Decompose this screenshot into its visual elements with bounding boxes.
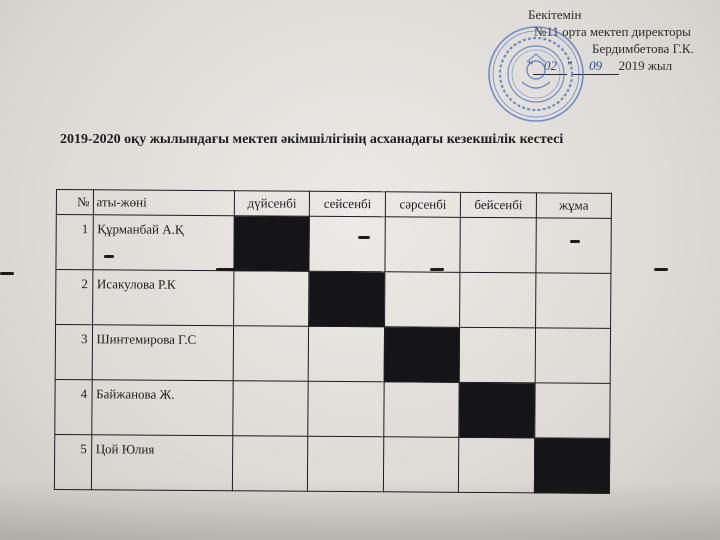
- row-name: Шинтемирова Г.С: [92, 325, 234, 381]
- pen-mark: [104, 255, 114, 258]
- date-quote-close: ": [567, 58, 573, 73]
- table-row: [55, 325, 610, 384]
- approval-heading: Бекітемін: [528, 7, 582, 22]
- duty-cell: [232, 436, 308, 492]
- pen-mark: [216, 268, 252, 271]
- header-mon: дүйсенбі: [234, 191, 310, 217]
- document-title: 2019-2020 оқу жылындағы мектеп әкімшілігінің асханадағы кезекшілік кестесі: [60, 132, 564, 147]
- duty-schedule-table: [54, 189, 612, 494]
- date-year: 2019 жыл: [618, 58, 673, 73]
- duty-cell: [536, 218, 612, 274]
- row-num: 4: [55, 379, 92, 434]
- director-name: Бердимбетова Г.К.: [592, 41, 694, 56]
- pen-mark: [0, 272, 14, 275]
- table-row: [54, 434, 609, 493]
- header-wed: сәрсенбі: [385, 192, 461, 218]
- duty-cell: [460, 217, 536, 273]
- duty-cell: [535, 328, 611, 384]
- row-name: Құрманбай А.Қ: [93, 215, 235, 271]
- duty-cell-filled: [309, 271, 385, 327]
- pen-mark: [430, 268, 444, 271]
- duty-cell: [233, 271, 309, 327]
- duty-cell: [385, 217, 461, 273]
- duty-cell-filled: [459, 382, 535, 438]
- duty-cell: [309, 216, 385, 272]
- date-quote-open: ": [528, 58, 534, 73]
- row-name: Байжанова Ж.: [91, 380, 233, 436]
- table-header-row: [56, 190, 611, 219]
- duty-cell-filled: [234, 216, 310, 272]
- date-day: 02: [533, 57, 567, 75]
- row-num: 1: [56, 215, 93, 270]
- pen-mark: [358, 236, 370, 239]
- row-num: 5: [54, 434, 91, 489]
- pen-mark: [654, 268, 668, 271]
- header-name: аты-жөні: [93, 190, 234, 216]
- header-num: №: [56, 190, 93, 215]
- row-name: Исакулова Р.К: [92, 270, 234, 326]
- duty-cell: [233, 381, 309, 437]
- duty-cell: [459, 327, 535, 383]
- duty-cell: [384, 382, 460, 438]
- duty-cell: [460, 272, 536, 328]
- duty-cell: [384, 272, 460, 328]
- row-num: 3: [55, 325, 92, 380]
- duty-cell-filled: [384, 327, 460, 383]
- duty-cell-filled: [534, 438, 610, 494]
- table-row: [55, 379, 610, 438]
- pen-mark: [570, 240, 580, 243]
- duty-cell: [308, 436, 384, 492]
- date-month: 09: [573, 57, 619, 75]
- duty-cell: [233, 326, 309, 382]
- row-num: 2: [56, 270, 93, 325]
- director-position: №11 орта мектеп директоры: [534, 24, 691, 39]
- duty-cell: [535, 383, 611, 439]
- duty-cell: [308, 381, 384, 437]
- table-row: [56, 270, 611, 329]
- header-fri: жұма: [536, 193, 611, 219]
- duty-cell: [309, 326, 385, 382]
- duty-cell: [535, 273, 611, 329]
- row-name: Цой Юлия: [91, 435, 233, 491]
- duty-cell: [383, 437, 459, 493]
- header-tue: сейсенбі: [310, 191, 386, 217]
- table-row: [56, 215, 611, 274]
- duty-cell: [459, 437, 535, 493]
- school-seal-stamp-icon: [486, 24, 586, 124]
- header-thu: бейсенбі: [461, 192, 537, 218]
